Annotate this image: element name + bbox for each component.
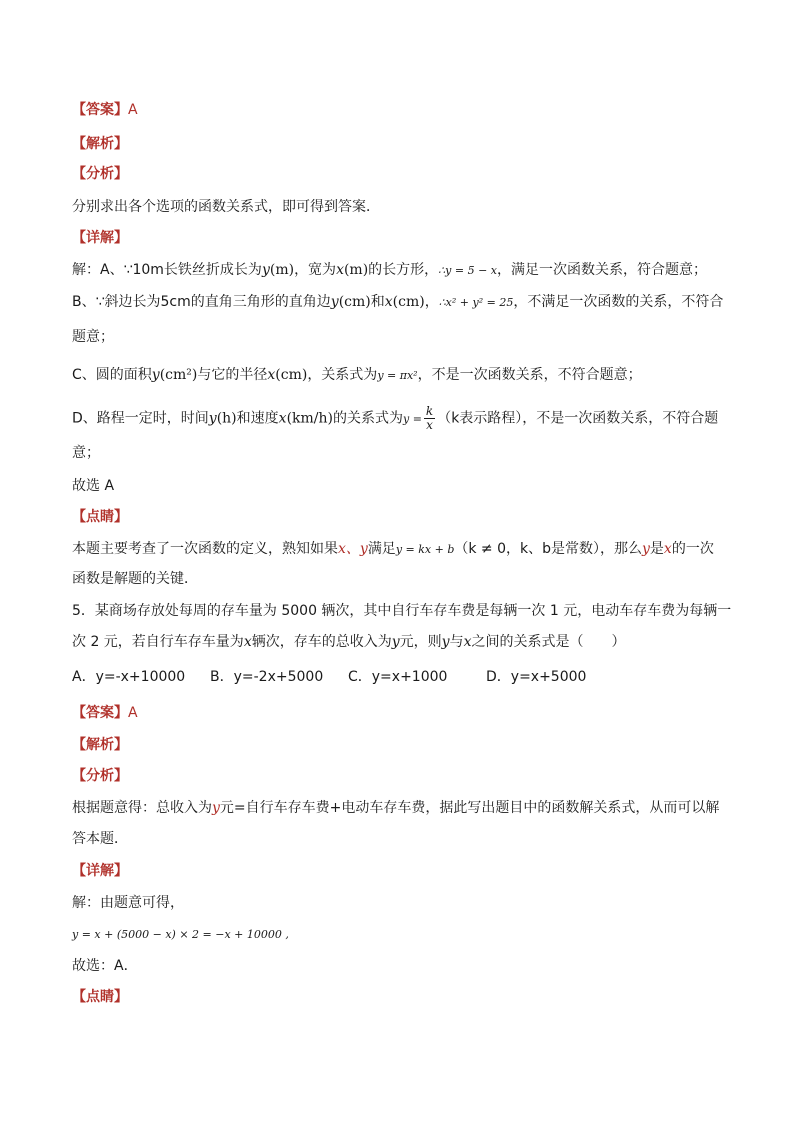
q5-option-c: C．y=x+1000	[348, 669, 448, 685]
formula: ∴x² + y² = 25	[438, 296, 514, 309]
formula: ∴y = 5 − x	[438, 264, 498, 277]
formula: y =	[402, 412, 422, 426]
q5-detail-label	[72, 861, 128, 881]
unit: (km/h)	[286, 410, 333, 427]
q5-fenxi-cont: 答本题．	[72, 831, 128, 847]
q4-point-text	[72, 539, 714, 560]
text: 是	[649, 541, 664, 557]
unit: (cm)	[392, 294, 425, 310]
q4-option-a-solution	[72, 260, 707, 281]
q4-analysis-label	[72, 134, 128, 154]
text: 根据题意得：总收入为	[72, 800, 212, 816]
q5-answer-line	[72, 703, 138, 723]
analysis-label: 【解析】	[72, 136, 128, 152]
q5-detail-choice: 故选：A．	[72, 958, 138, 974]
unit: (h)	[216, 410, 237, 427]
text: ，满足一次函数关系，符合题意；	[497, 262, 708, 278]
q5-option-d: D．y=x+5000	[486, 669, 587, 685]
text: 辆次，存车的总收入为	[251, 634, 392, 650]
q4-point-label	[72, 507, 128, 527]
var-y: y	[212, 800, 220, 816]
q5-fenxi-label	[72, 766, 128, 786]
fenxi-label: 【分析】	[72, 768, 128, 784]
detail-label: 【详解】	[72, 863, 128, 879]
var-y: y	[642, 541, 650, 557]
text: 满足	[367, 541, 396, 557]
q5-detail-formula: y = x + (5000 − x) × 2 = −x + 10000 ,	[72, 928, 289, 941]
answer-label: 【答案】	[72, 705, 128, 721]
var-x: x	[243, 634, 252, 650]
analysis-label: 【解析】	[72, 737, 128, 753]
var-y: y	[330, 294, 339, 310]
text: 的关系式为	[332, 410, 403, 427]
formula: y = πx²	[377, 369, 418, 382]
text: ，不是一次函数关系，不符合题意；	[417, 367, 642, 383]
answer-value: A	[128, 102, 138, 118]
unit: (cm)	[338, 294, 371, 310]
numerator: k	[425, 404, 434, 418]
var-x: x	[336, 262, 344, 278]
text: 与它的半径	[197, 367, 268, 383]
text: 之间的关系式是（ ）	[471, 634, 626, 650]
text: （k ≠ 0，k、b是常数），那么	[454, 541, 642, 557]
var-x: x	[384, 294, 393, 310]
text: 和	[370, 294, 385, 310]
fenxi-label: 【分析】	[72, 166, 128, 182]
q4-option-d-cont: 意；	[72, 445, 100, 461]
text: D、路程一定时，时间	[72, 410, 209, 427]
q4-point-cont: 函数是解题的关键．	[72, 571, 198, 587]
q4-fenxi-text: 分别求出各个选项的函数关系式，即可得到答案．	[72, 199, 380, 215]
q5-stem-line-2	[72, 632, 625, 652]
text: C、圆的面积	[72, 367, 152, 383]
text: 和速度	[236, 410, 279, 427]
q5-stem-line-1: 5．某商场存放处每周的存车量为 5000 辆次，其中自行车存车费是每辆一次 1 元，电动车存车费为每辆一	[72, 603, 732, 619]
q4-choice: 故选 A	[72, 478, 115, 494]
q5-fenxi-text	[72, 798, 719, 818]
text: 解：A、∵10m长铁丝折成长为	[72, 262, 262, 278]
var-y: y	[151, 367, 160, 383]
text: 次 2 元，若自行车存车量为	[72, 634, 244, 650]
var-x: x	[463, 634, 472, 650]
q4-detail-label	[72, 228, 128, 248]
q4-option-b-solution: B、∵斜边长为5cm的直角三角形的直角边y(cm)和x(cm)，∴x² + y² = 25，不满足一次函数的关系，不符合	[72, 294, 724, 310]
var-y: y	[208, 410, 217, 427]
q4-option-c-solution	[72, 365, 642, 386]
q5-analysis-label	[72, 735, 128, 755]
text: ，不满足一次函数的关系，不符合	[513, 294, 724, 310]
text: 元，则	[399, 634, 442, 650]
vars: x、y	[338, 541, 368, 557]
point-label: 【点睛】	[72, 989, 128, 1005]
q5-option-a: A．y=-x+10000	[72, 669, 186, 685]
q5-point-label	[72, 987, 128, 1007]
text: 本题主要考查了一次函数的定义，熟知如果	[72, 541, 338, 557]
unit: (m)	[343, 262, 369, 278]
answer-value: A	[128, 705, 138, 721]
answer-label: 【答案】	[72, 102, 128, 118]
denominator: x	[426, 418, 433, 432]
var-x: x	[278, 410, 287, 427]
text: 与	[449, 634, 464, 650]
unit: (cm²)	[159, 367, 198, 383]
var-x: x	[663, 541, 672, 557]
text: B、∵斜边长为5cm的直角三角形的直角边	[72, 294, 331, 310]
text: 的长方形，	[368, 262, 439, 278]
q4-fenxi-label	[72, 164, 128, 184]
detail-label: 【详解】	[72, 230, 128, 246]
text: （k表示路程），不是一次函数关系，不符合题	[437, 410, 719, 427]
q4-option-d-solution	[72, 405, 718, 432]
text: 的一次	[671, 541, 714, 557]
point-label: 【点睛】	[72, 509, 128, 525]
unit: (cm)	[275, 367, 308, 383]
var-x: x	[267, 367, 276, 383]
var-y: y	[441, 634, 450, 650]
text: ，关系式为	[307, 367, 378, 383]
var-y: y	[261, 262, 270, 278]
q5-detail-text: 解：由题意可得，	[72, 895, 184, 911]
unit: (m)	[269, 262, 295, 278]
text: ，宽为	[294, 262, 337, 278]
var-y: y	[391, 634, 400, 650]
q5-option-b: B．y=-2x+5000	[210, 669, 324, 685]
fraction	[424, 405, 435, 432]
q4-option-b-cont: 题意；	[72, 329, 114, 345]
q4-answer-line	[72, 100, 138, 120]
formula: y = kx + b	[395, 543, 455, 556]
text: 元=自行车存车费+电动车存车费，据此写出题目中的函数解关系式，从而可以解	[219, 800, 720, 816]
